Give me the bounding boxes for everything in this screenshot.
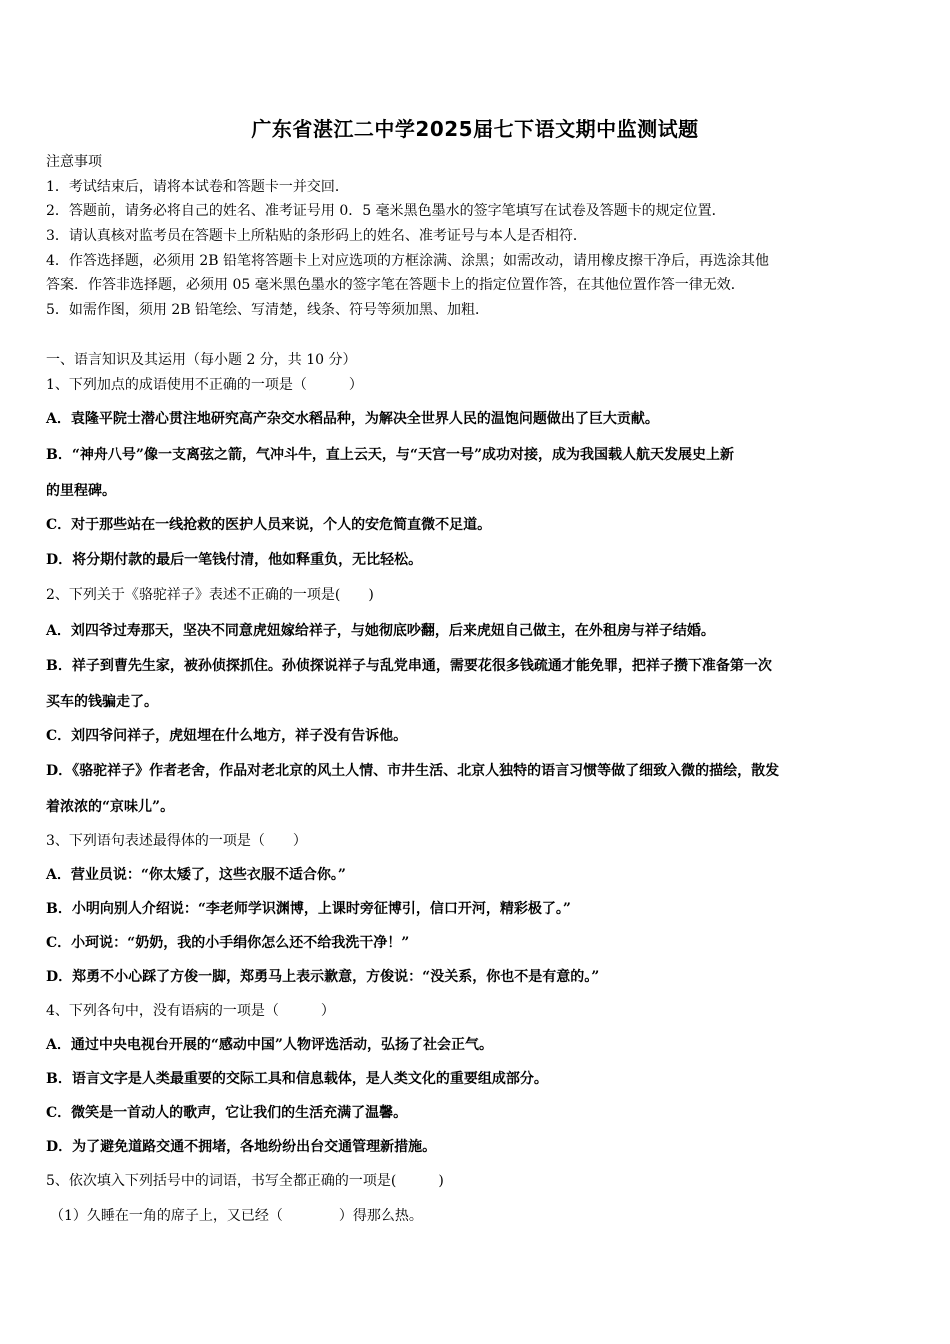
question-4-option-c: C．微笑是一首动人的歌声，它让我们的生活充满了温馨。 [46, 1105, 408, 1121]
page-title: 广东省湛江二中学2025届七下语文期中监测试题 [251, 117, 699, 141]
question-2-option-b: B．祥子到曹先生家，被孙侦探抓住。孙侦探说祥子与乱党串通，需要花很多钱疏通才能免罪，把祥子攒下准备第一次 [46, 658, 772, 674]
question-1-option-a: A．袁隆平院士潜心贯注地研究高产杂交水稻品种，为解决全世界人民的温饱问题做出了巨大贡献。 [46, 411, 659, 427]
question-2-stem: 2、下列关于《骆驼祥子》表述不正确的一项是( ) [46, 587, 374, 603]
question-5-sentence-1: （1）久睡在一角的席子上，又已经（ ）得那么热。 [50, 1208, 423, 1224]
question-3-option-a: A．营业员说：“你太矮了，这些衣服不适合你。” [46, 867, 346, 883]
question-4-option-d: D．为了避免道路交通不拥堵，各地纷纷出台交通管理新措施。 [46, 1139, 437, 1155]
question-4-stem: 4、下列各句中，没有语病的一项是（ ） [46, 1003, 335, 1019]
notice-item: 答案．作答非选择题，必须用 05 毫米黑色墨水的签字笔在答题卡上的指定位置作答，在其他位置作答一律无效． [46, 277, 745, 293]
notice-item: 5．如需作图，须用 2B 铅笔绘、写清楚，线条、符号等须加黑、加粗． [46, 302, 490, 318]
question-5-stem: 5、依次填入下列括号中的词语，书写全都正确的一项是( ) [46, 1173, 444, 1189]
notice-item: 4．作答选择题，必须用 2B 铅笔将答题卡上对应选项的方框涂满、涂黑；如需改动，请用橡皮擦干净后，再选涂其他 [46, 253, 769, 269]
question-2-option-d: D．《骆驼祥子》作者老舍，作品对老北京的风土人情、市井生活、北京人独特的语言习惯等做了细致入微的描绘，散发 [46, 763, 780, 779]
question-1-option-b: B．“神舟八号”像一支离弦之箭，气冲斗牛，直上云天，与“天宫一号”成功对接，成为我国载人航天发展史上新 [46, 447, 735, 463]
question-3-option-b: B．小明向别人介绍说：“李老师学识渊博，上课时旁征博引，信口开河，精彩极了。” [46, 901, 571, 917]
question-2-option-a: A．刘四爷过寿那天，坚决不同意虎妞嫁给祥子，与她彻底吵翻，后来虎妞自己做主，在外租房与祥子结婚。 [46, 623, 715, 639]
question-2-option-d-cont: 着浓浓的“京味儿”。 [46, 799, 175, 815]
question-2-option-b-cont: 买车的钱骗走了。 [46, 694, 158, 710]
question-3-option-c: C．小珂说：“奶奶，我的小手绢你怎么还不给我洗干净！” [46, 935, 410, 951]
notice-item: 2．答题前，请务必将自己的姓名、准考证号用 0．5 毫米黑色墨水的签字笔填写在试卷及答题卡的规定位置． [46, 203, 726, 219]
question-4-option-b: B．语言文字是人类最重要的交际工具和信息载体，是人类文化的重要组成部分。 [46, 1071, 548, 1087]
question-1-stem: 1、下列加点的成语使用不正确的一项是（ ） [46, 377, 363, 393]
section-heading: 一、语言知识及其运用（每小题 2 分，共 10 分） [46, 352, 357, 368]
question-4-option-a: A．通过中央电视台开展的“感动中国”人物评选活动，弘扬了社会正气。 [46, 1037, 493, 1053]
question-3-stem: 3、下列语句表述最得体的一项是（ ） [46, 833, 307, 849]
question-1-option-d: D．将分期付款的最后一笔钱付清，他如释重负，无比轻松。 [46, 552, 423, 568]
question-2-option-c: C．刘四爷问祥子，虎妞埋在什么地方，祥子没有告诉他。 [46, 728, 408, 744]
notice-heading: 注意事项 [46, 154, 102, 170]
question-1-option-b-cont: 的里程碑。 [46, 483, 116, 499]
question-1-option-c: C．对于那些站在一线抢救的医护人员来说，个人的安危简直微不足道。 [46, 517, 492, 533]
question-3-option-d: D．郑勇不小心踩了方俊一脚，郑勇马上表示歉意，方俊说：“没关系，你也不是有意的。” [46, 969, 600, 985]
notice-item: 3．请认真核对监考员在答题卡上所粘贴的条形码上的姓名、准考证号与本人是否相符． [46, 228, 587, 244]
notice-item: 1．考试结束后，请将本试卷和答题卡一并交回． [46, 179, 349, 195]
